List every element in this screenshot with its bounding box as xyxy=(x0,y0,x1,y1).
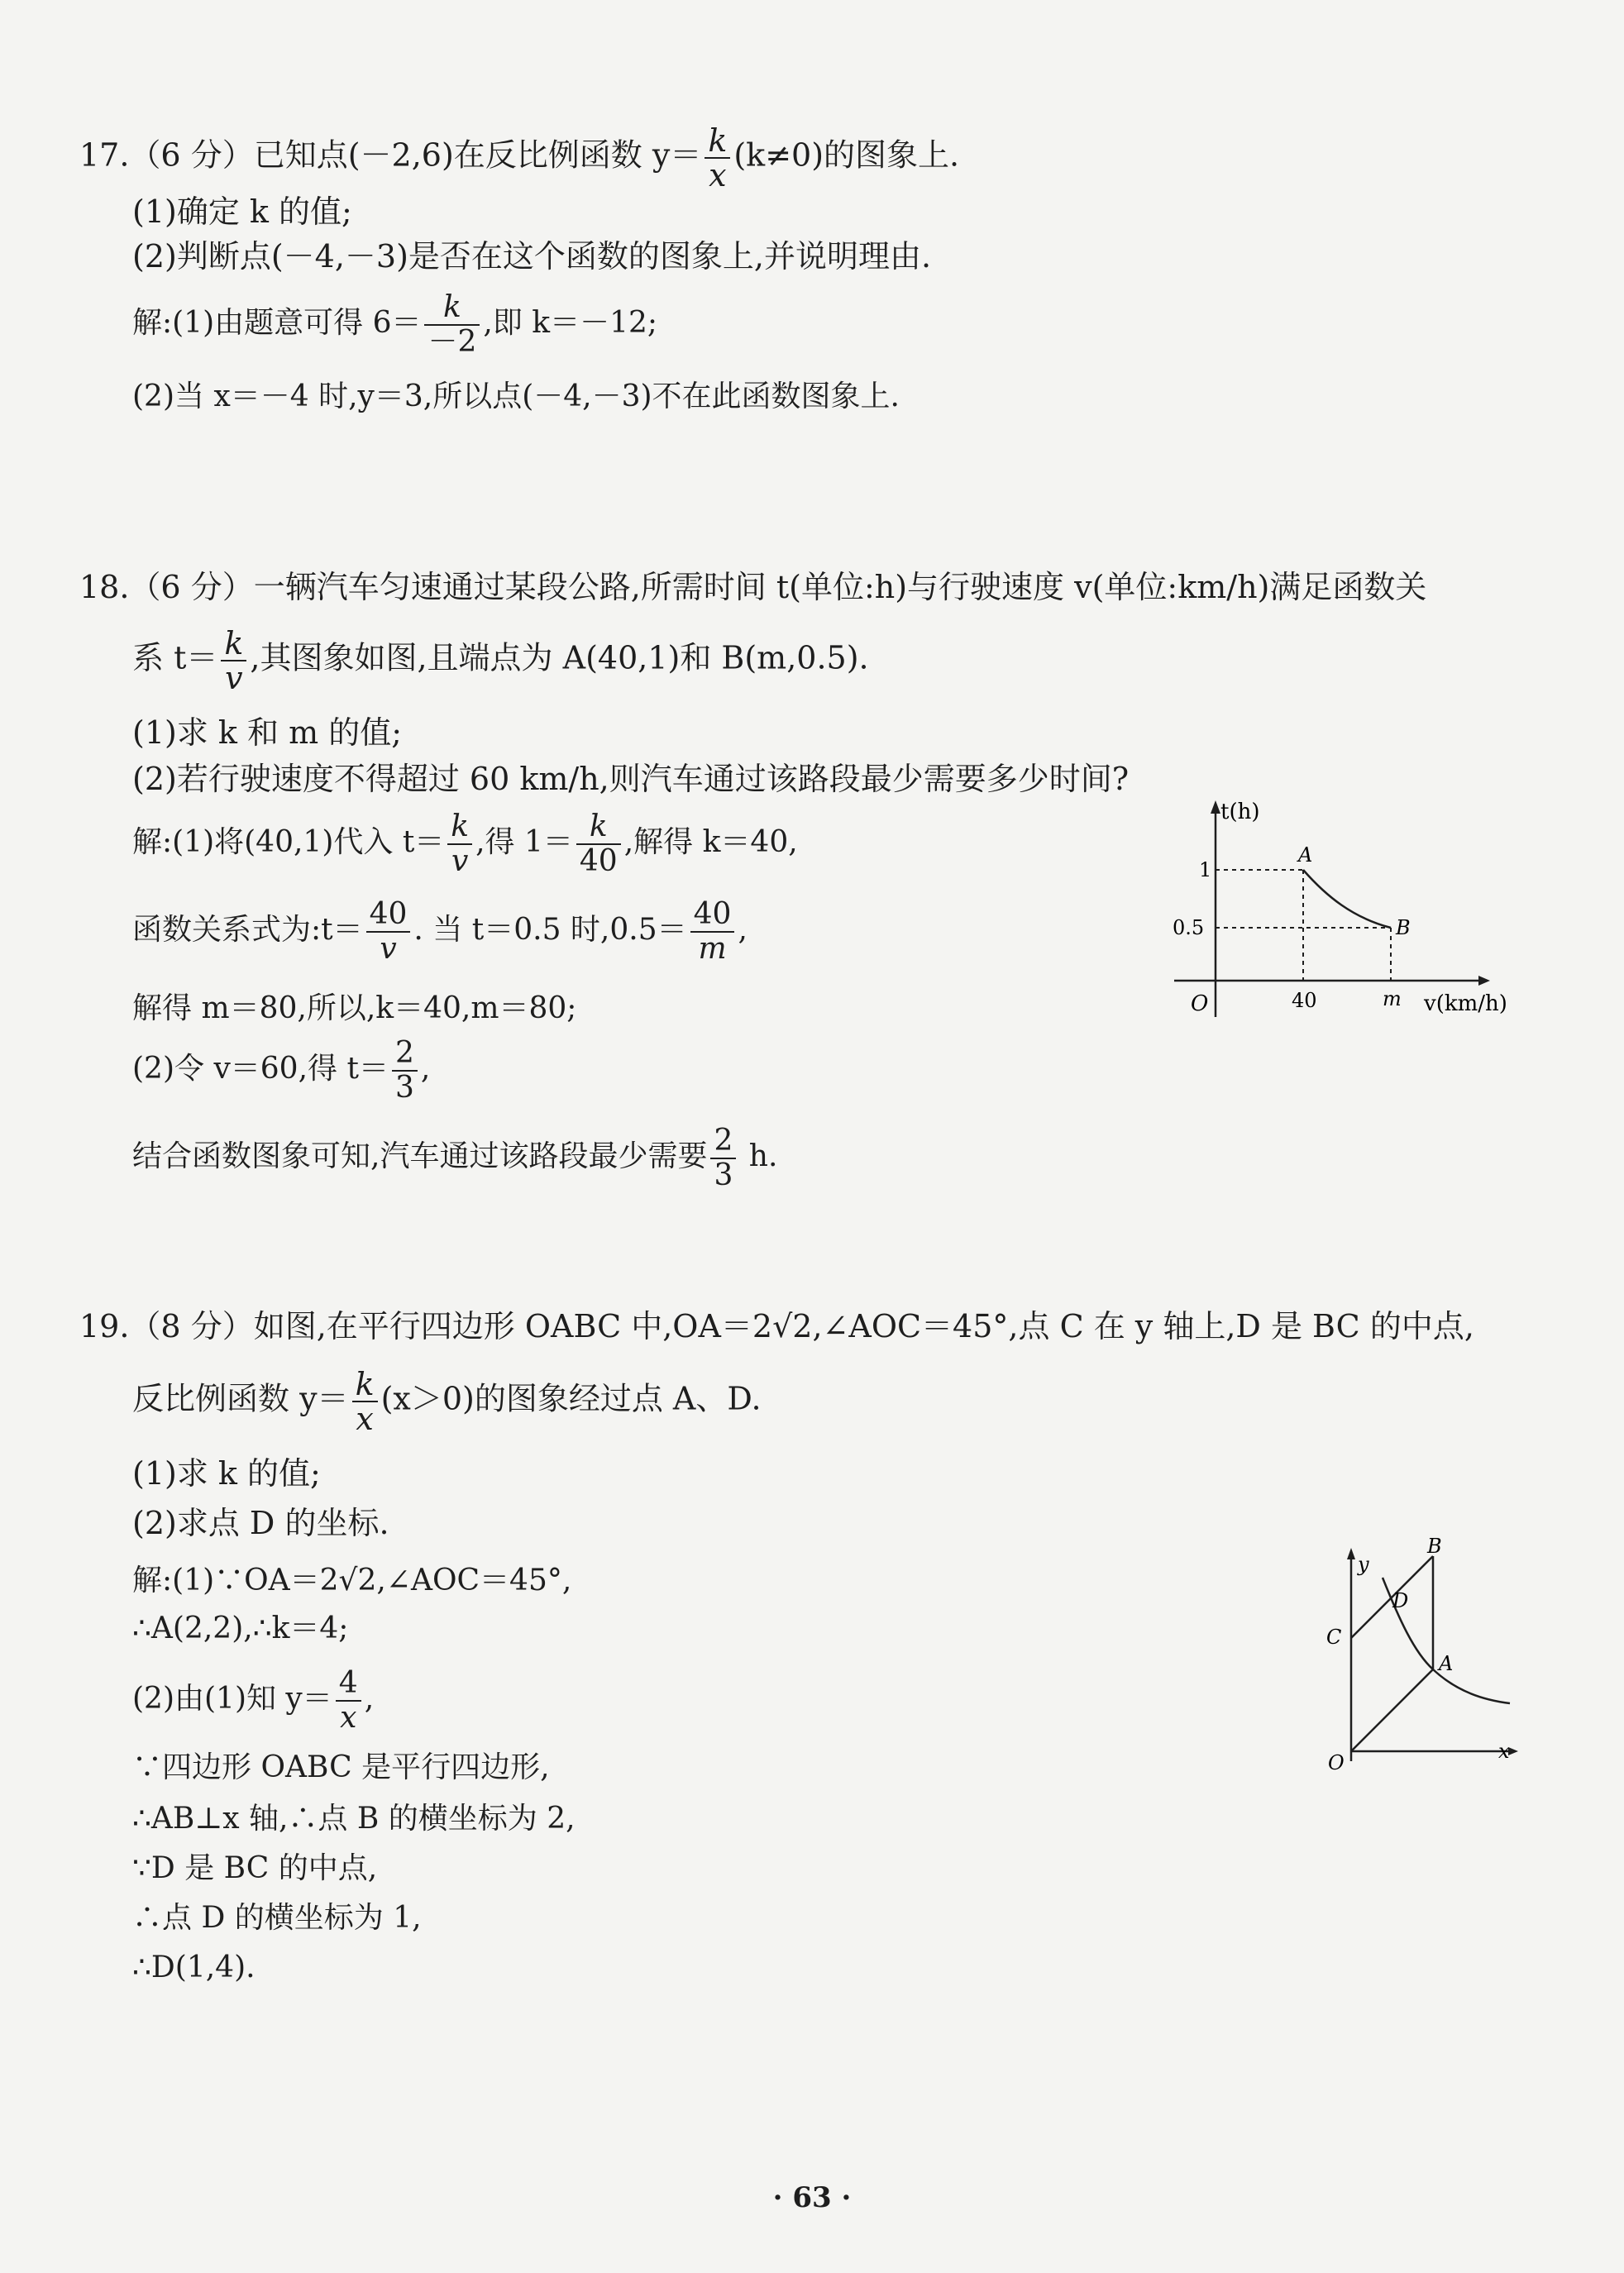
q19-solution-4: ∵四边形 OABC 是平行四边形, xyxy=(132,1750,550,1784)
q18-solution-4: (2)令 v＝60,得 t＝ $\frac{2}{3}$ , xyxy=(132,1036,431,1105)
q19-solution-1: 解:(1)∵OA＝2√2,∠AOC＝45°, xyxy=(132,1564,572,1597)
q18-title-line-2: 系 t＝ $\frac{k}{v}$ ,其图象如图,且端点为 A(40,1)和 B(m,0.5). xyxy=(132,625,869,696)
q18-part-2: (2)若行驶速度不得超过 60 km/h,则汽车通过该路段最少需要多少时间? xyxy=(132,761,1130,797)
q18-tick-40: 40 xyxy=(1292,989,1317,1012)
q19-solution-3: (2)由(1)知 y＝ $\frac{4}{x}$ , xyxy=(132,1666,375,1735)
q17-part-2: (2)判断点(－4,－3)是否在这个函数的图象上,并说明理由. xyxy=(132,238,932,275)
q17-solution-fraction: $\frac{k}{-2}$ xyxy=(424,291,480,359)
q19-graph-figure xyxy=(1306,1536,1555,1776)
q19-point-a: A xyxy=(1439,1652,1454,1675)
q17-solution-1: 解:(1)由题意可得 6＝ $\frac{k}{-2}$ ,即 k＝－12; xyxy=(132,290,658,359)
q19-origin: O xyxy=(1328,1751,1345,1774)
q19-point-b: B xyxy=(1427,1536,1442,1558)
q18-graph-figure xyxy=(1149,794,1530,1034)
q18-solution-5: 结合函数图象可知,汽车通过该路段最少需要 $\frac{2}{3}$ h. xyxy=(132,1124,778,1192)
q19-x-axis-label: x xyxy=(1498,1740,1510,1763)
page-number: · 63 · xyxy=(772,2181,852,2214)
q19-solution-7: ∴点 D 的横坐标为 1, xyxy=(132,1901,422,1935)
q18-sol1-frac-b: $\frac{k}{40}$ xyxy=(576,810,621,878)
q19-sol3-frac: $\frac{4}{x}$ xyxy=(336,1667,361,1735)
q17-fraction: $\frac{k}{x}$ xyxy=(705,124,730,192)
q18-y-axis-label: t(h) xyxy=(1220,800,1260,824)
q18-part-1: (1)求 k 和 m 的值; xyxy=(132,714,403,751)
q18-sol5-frac: $\frac{2}{3}$ xyxy=(710,1125,736,1192)
q18-solution-3: 解得 m＝80,所以,k＝40,m＝80; xyxy=(132,991,577,1025)
q18-fraction: $\frac{k}{v}$ xyxy=(221,627,246,695)
q18-tick-1: 1 xyxy=(1199,858,1212,881)
q18-sol2-frac-b: $\frac{40}{m}$ xyxy=(690,898,735,966)
q19-solution-6: ∵D 是 BC 的中点, xyxy=(132,1851,378,1885)
q19-point-d: D xyxy=(1392,1589,1409,1612)
q17-title: 17.（6 分）已知点(－2,6)在反比例函数 y＝ $\frac{k}{x}$ (k≠0)的图象上. xyxy=(79,122,960,193)
q18-solution-1: 解:(1)将(40,1)代入 t＝ $\frac{k}{v}$ ,得 1＝ $\frac{k}{40}$ ,解得 k＝40, xyxy=(132,809,798,878)
q19-title-line-1: 19.（8 分）如图,在平行四边形 OABC 中,OA＝2√2,∠AOC＝45°,点 C 在 y 轴上,D 是 BC 的中点, xyxy=(79,1308,1474,1344)
q19-y-axis-label: y xyxy=(1358,1553,1369,1576)
q19-point-c: C xyxy=(1326,1626,1342,1649)
q18-x-axis-arrow xyxy=(1478,976,1490,986)
q18-point-a: A xyxy=(1298,843,1313,867)
q19-side-oa xyxy=(1351,1669,1433,1751)
q18-x-axis-label: v(km/h) xyxy=(1424,991,1507,1016)
q17-part-1: (1)确定 k 的值; xyxy=(132,193,352,230)
q19-solution-5: ∴AB⊥x 轴,∴点 B 的横坐标为 2, xyxy=(132,1802,576,1836)
q18-curve xyxy=(1303,870,1391,928)
q18-solution-2: 函数关系式为:t＝ $\frac{40}{v}$ . 当 t＝0.5 时,0.5＝ $\frac{40}{m}$ , xyxy=(132,897,748,966)
q18-point-b: B xyxy=(1396,916,1411,939)
q18-sol4-frac: $\frac{2}{3}$ xyxy=(392,1037,418,1105)
q18-y-axis-arrow xyxy=(1211,800,1220,814)
q18-origin: O xyxy=(1191,991,1209,1016)
q19-y-axis-arrow xyxy=(1347,1548,1355,1559)
q19-solution-8: ∴D(1,4). xyxy=(132,1951,256,1984)
q18-tick-m: m xyxy=(1383,987,1402,1010)
q18-sol2-frac-a: $\frac{40}{v}$ xyxy=(366,898,411,966)
q18-sol1-frac-a: $\frac{k}{v}$ xyxy=(447,810,472,878)
q19-part-1: (1)求 k 的值; xyxy=(132,1455,321,1492)
q18-title-line-1: 18.（6 分）一辆汽车匀速通过某段公路,所需时间 t(单位:h)与行驶速度 v(单位:km/h)满足函数关 xyxy=(79,569,1427,605)
q19-fraction: $\frac{k}{x}$ xyxy=(352,1368,378,1435)
q19-title-line-2: 反比例函数 y＝ $\frac{k}{x}$ (x＞0)的图象经过点 A、D. xyxy=(132,1366,762,1437)
q19-solution-2: ∴A(2,2),∴k＝4; xyxy=(132,1612,349,1645)
q17-solution-2: (2)当 x＝－4 时,y＝3,所以点(－4,－3)不在此函数图象上. xyxy=(132,380,900,413)
q18-tick-05: 0.5 xyxy=(1173,916,1205,939)
q19-x-axis-arrow xyxy=(1508,1747,1518,1755)
q19-part-2: (2)求点 D 的坐标. xyxy=(132,1505,389,1541)
